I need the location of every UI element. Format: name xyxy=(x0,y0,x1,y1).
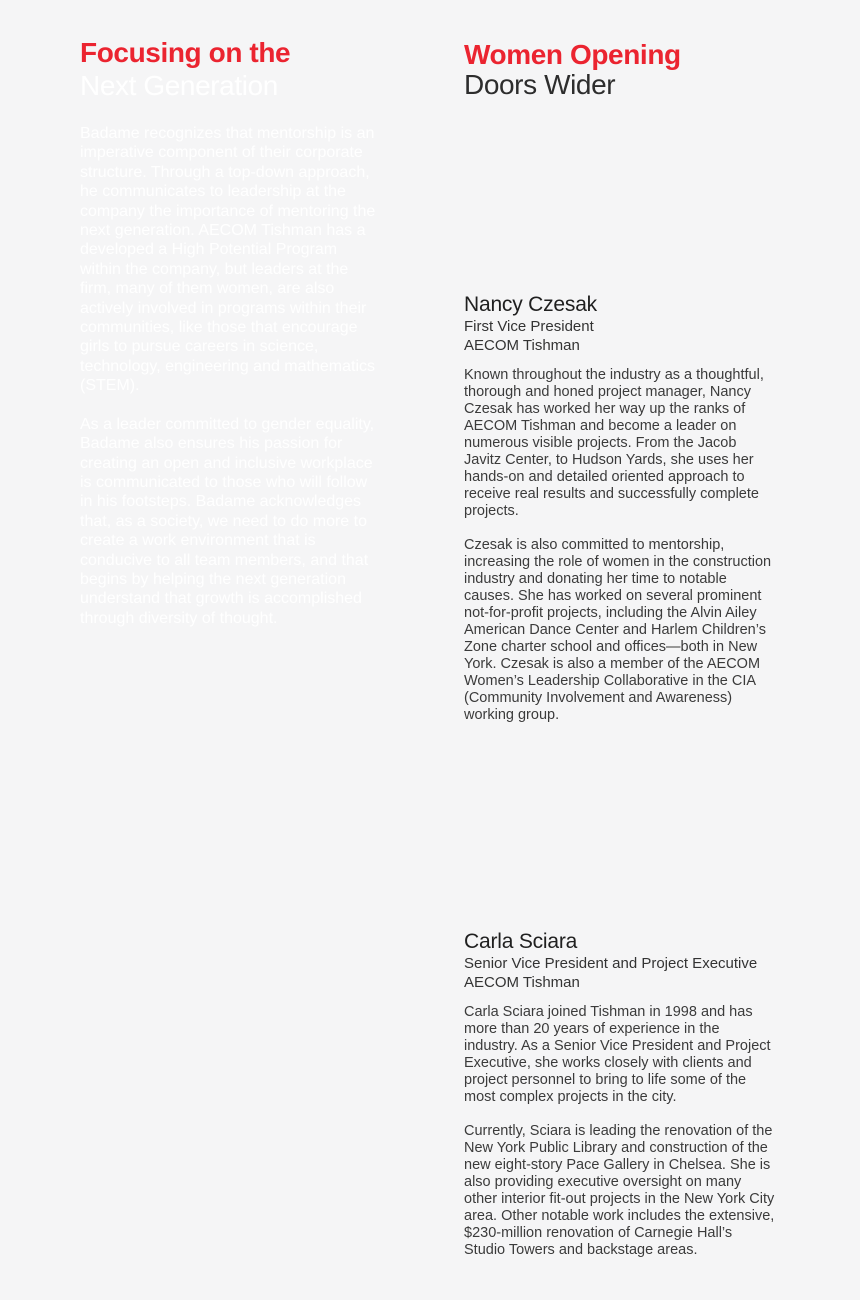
profile-bio-paragraph: Currently, Sciara is leading the renovation of the New York Public Library and construction of the new eight-story Pace Gallery in Chelsea. She is also providing executive oversight on many other interior fit-out projects in the New York City area. Other notable work includes the extensive, $230-million renovation of Carnegie Hall’s Studio Towers and backstage areas. xyxy=(464,1123,775,1258)
profile-name: Carla Sciara xyxy=(464,930,578,953)
left-headline-line2: Next Generation xyxy=(80,70,278,101)
left-article-column xyxy=(80,36,380,647)
profile-bio xyxy=(464,1004,776,1259)
right-headline-line1: Women Opening xyxy=(464,39,681,70)
profile-bio-paragraph: Known throughout the industry as a thoughtful, thorough and honed project manager, Nancy Czesak has worked her way up the ranks of AECOM Tishman and become a leader on numerous visible projects. From the Jacob Javitz Center, to Hudson Yards, she uses her hands-on and detailed oriented approach to receive real results and successfully complete projects. xyxy=(464,367,764,519)
right-article-column xyxy=(464,40,794,100)
profile-bio-paragraph: Czesak is also committed to mentorship, increasing the role of women in the construction industry and donating her time to notable causes. She has worked on several prominent not-for-profit projects, including the Alvin Ailey American Dance Center and Harlem Children’s Zone charter school and offices—both in New York. Czesak is also a member of the AECOM Women’s Leadership Collaborative in the CIA (Community Involvement and Awareness) working group. xyxy=(464,537,772,723)
profile-carla-sciara xyxy=(464,929,794,1259)
profile-nancy-czesak xyxy=(464,292,794,724)
profile-name: Nancy Czesak xyxy=(464,293,597,316)
profile-job-title: Senior Vice President and Project Executive xyxy=(464,955,758,972)
left-article-paragraph: As a leader committed to gender equality, Badame also ensures his passion for creating an open and inclusive workplace is communicated to those who will follow in his footsteps. Badame acknowledges that, as a society, we need to do more to create a work environment that is conducive to all team members, and that begins by helping the next generation understand that growth is accomplished through diversity of thought. xyxy=(80,415,375,627)
left-headline-line1: Focusing on the xyxy=(80,37,291,68)
left-article-paragraph: Badame recognizes that mentorship is an imperative component of their corporate structure. Through a top-down approach, he communicates to leadership at the company the importance of mentoring the next generation. AECOM Tishman has a developed a High Potential Program within the company, but leaders at the firm, many of them women, are also actively involved in programs within their communities, like those that encourage girls to pursue careers in science, technology, engineering and mathematics (STEM). xyxy=(80,125,376,395)
left-article-headline xyxy=(80,36,380,102)
profile-bio xyxy=(464,367,776,724)
profile-company: AECOM Tishman xyxy=(464,337,580,354)
right-headline-line2: Doors Wider xyxy=(464,69,616,100)
profile-bio-paragraph: Carla Sciara joined Tishman in 1998 and has more than 20 years of experience in the industry. As a Senior Vice President and Project Executive, she works closely with clients and project personnel to bring to life some of the most complex projects in the city. xyxy=(464,1004,771,1105)
right-article-headline xyxy=(464,40,794,100)
profile-company: AECOM Tishman xyxy=(464,974,580,991)
profile-job-title: First Vice President xyxy=(464,318,594,335)
left-article-body xyxy=(80,124,376,628)
